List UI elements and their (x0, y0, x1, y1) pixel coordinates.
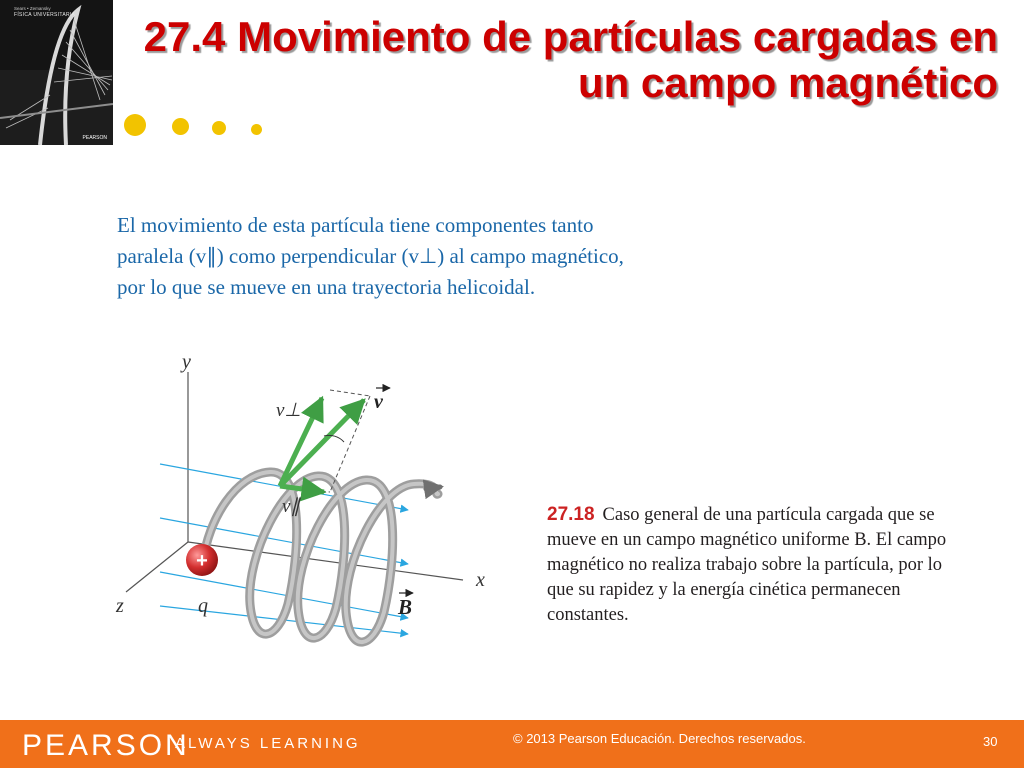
cover-author: Sears • Zemansky (14, 6, 51, 11)
y-axis-label: y (182, 351, 191, 373)
dot-1 (124, 114, 146, 136)
footer-bar (0, 720, 1024, 768)
v-parallel-label: v∥ (282, 496, 300, 517)
dot-3 (212, 121, 226, 135)
cover-title: FÍSICA UNIVERSITARIA (14, 12, 76, 18)
figure-intro-text: El movimiento de esta partícula tiene componentes tanto paralela (v∥) como perpendicular (v⊥) al campo magnético, por lo que se mueve en una trayectoria helicoidal. (117, 213, 624, 299)
pearson-logo: PEARSON (22, 729, 190, 762)
page-number: 30 (983, 734, 998, 749)
decorative-dots (124, 112, 274, 140)
figure-caption-text: Caso general de una partícula cargada que se mueve en un campo magnético uniforme B. El campo magnético no realiza trabajo sobre la partícula, por lo que su rapidez y la energía cinética permanecen constantes. (547, 505, 947, 625)
helical-motion-diagram (108, 342, 498, 682)
figure-number: 27.18 (547, 504, 595, 525)
charge-label: q (198, 595, 208, 617)
z-axis-label: z (116, 595, 124, 617)
footer-tagline: ALWAYS LEARNING (175, 735, 361, 752)
trajectory-arrowhead (426, 487, 440, 489)
dot-4 (251, 124, 262, 135)
dashed-projection (330, 390, 370, 396)
dot-2 (172, 118, 189, 135)
x-axis-line (188, 542, 463, 580)
bridge-illustration (0, 0, 113, 145)
slide-title: 27.4 Movimiento de partículas cargadas en un campo magnético (143, 13, 998, 106)
x-axis-label: x (476, 569, 485, 591)
positive-charge (186, 544, 218, 576)
charge-plus-label: + (196, 550, 208, 572)
v-vector-label: v (374, 391, 383, 413)
z-axis-line (126, 542, 188, 592)
v-perp-label: v⊥ (276, 400, 301, 421)
cover-publisher: PEARSON (82, 135, 107, 141)
book-cover (0, 0, 113, 145)
copyright-notice: © 2013 Pearson Educación. Derechos reservados. (513, 731, 806, 746)
figure-caption (547, 502, 967, 628)
field-label: B (398, 595, 413, 619)
